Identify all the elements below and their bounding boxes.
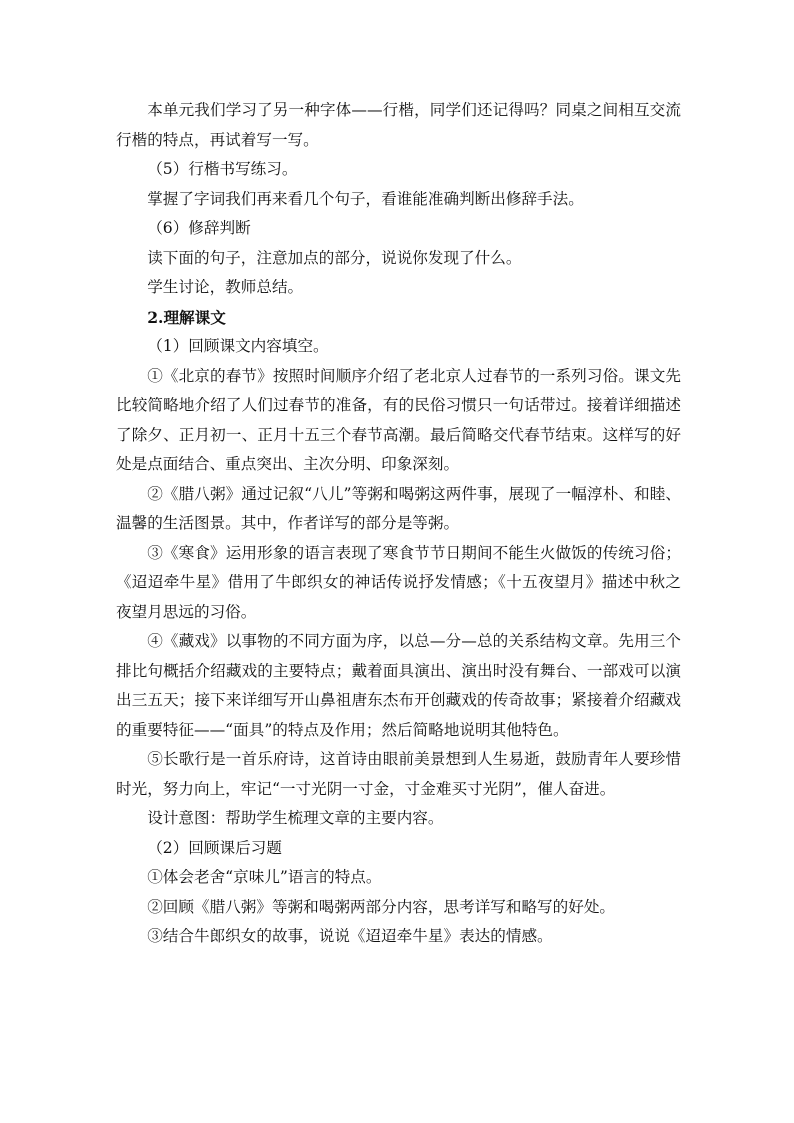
section-heading: 2.理解课文 <box>147 307 226 327</box>
paragraph: 读下面的句子，注意加点的部分，说说你发现了什么。 <box>147 248 522 267</box>
paragraph: ③结合牛郎织女的故事，说说《迢迢牵牛星》表达的情感。 <box>147 927 553 945</box>
paragraph: （1）回顾课文内容填空。 <box>147 337 329 355</box>
paragraph: 学生讨论，教师总结。 <box>147 278 304 296</box>
paragraph: ①《北京的春节》按照时间顺序介绍了老北京人过春节的一系列习俗。课文先比较简略地介绍了人们过春节的准备，有的民俗习惯只一句话带过。接着详细描述了除夕、正月初一、正月十五三个春节高潮。最后简略交代春节结束。这样写的好处是点面结合、重点突出、主次分明、印象深刻。 <box>116 366 681 473</box>
paragraph: 本单元我们学习了另一种字体——行楷，同学们还记得吗？同桌之间相互交流行楷的特点，再试着写一写。 <box>116 101 681 149</box>
paragraph: 掌握了字词我们再来看几个句子，看谁能准确判断出修辞手法。 <box>147 189 584 208</box>
paragraph: ①体会老舍“京味儿”语言的特点。 <box>147 868 382 886</box>
paragraph: ⑤长歌行是一首乐府诗，这首诗由眼前美景想到人生易逝，鼓励青年人要珍惜时光，努力向上，牢记“一寸光阴一寸金，寸金难买寸光阴”，催人奋进。 <box>116 750 681 798</box>
paragraph: ④《藏戏》以事物的不同方面为序，以总—分—总的关系结构文章。先用三个排比句概括介绍藏戏的主要特点；戴着面具演出、演出时没有舞台、一部戏可以演出三五天；接下来详细写开山鼻祖唐东杰布开创藏戏的传奇故事；紧接着介绍藏戏的重要特征——“面具”的特点及作用；然后简略地说明其他特色。 <box>116 632 681 739</box>
paragraph: （6）修辞判断 <box>147 219 251 237</box>
paragraph: 设计意图：帮助学生梳理文章的主要内容。 <box>147 809 444 827</box>
paragraph: （2）回顾课后习题 <box>147 838 282 857</box>
paragraph: ③《寒食》运用形象的语言表现了寒食节节日期间不能生火做饭的传统习俗；《迢迢牵牛星》借用了牛郎织女的神话传说抒发情感；《十五夜望月》描述中秋之夜望月思远的习俗。 <box>116 543 681 621</box>
paragraph: ②《腊八粥》通过记叙“八儿”等粥和喝粥这两件事，展现了一幅淳朴、和睦、温馨的生活图景。其中，作者详写的部分是等粥。 <box>116 484 681 532</box>
document-body <box>116 96 681 952</box>
paragraph: （5）行楷书写练习。 <box>147 160 298 178</box>
paragraph: ②回顾《腊八粥》等粥和喝粥两部分内容，思考详写和略写的好处。 <box>147 897 616 916</box>
